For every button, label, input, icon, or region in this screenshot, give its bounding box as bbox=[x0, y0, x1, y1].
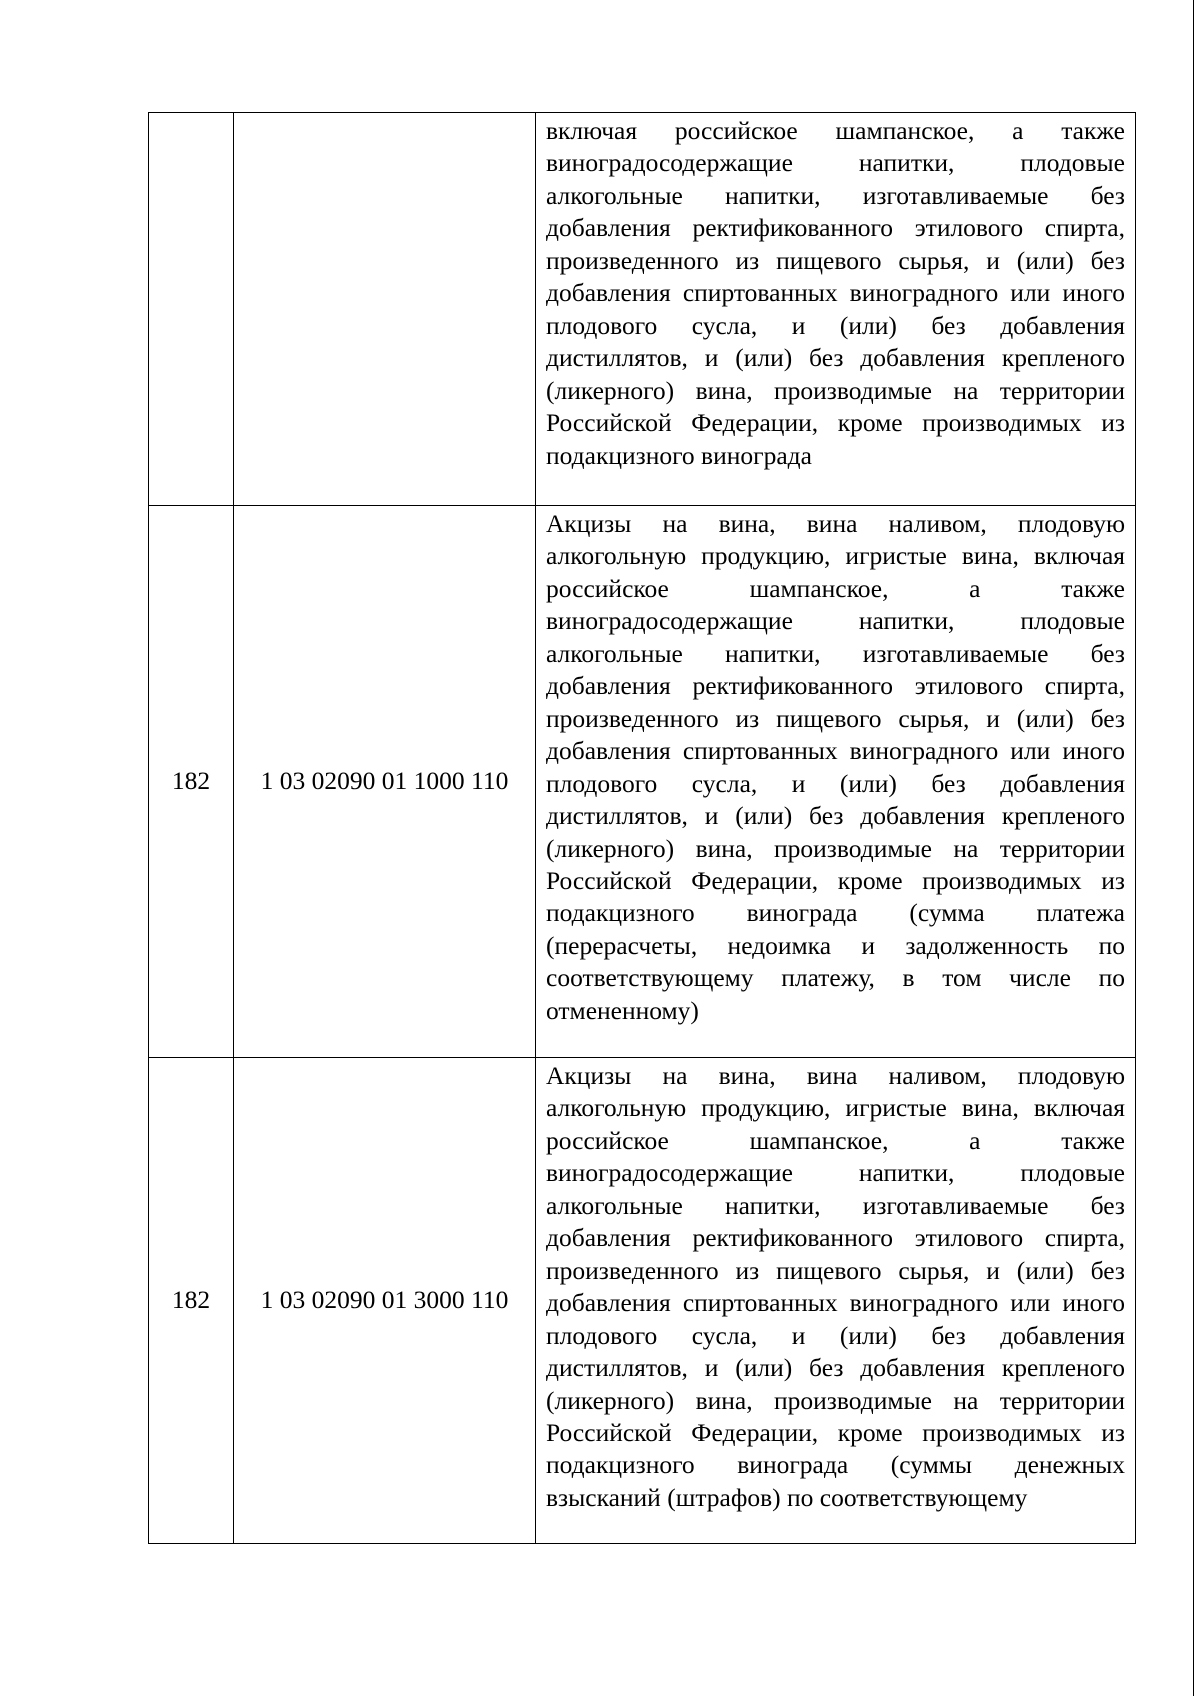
admin-code-cell bbox=[149, 113, 234, 506]
table-row bbox=[149, 113, 1136, 506]
description-clip bbox=[536, 1058, 1135, 1541]
kbk-code-cell: 1 03 02090 01 3000 110 bbox=[234, 1058, 536, 1544]
admin-code-cell: 182 bbox=[149, 506, 234, 1058]
page-edge-line bbox=[1193, 0, 1194, 1696]
kbk-code-cell: 1 03 02090 01 1000 110 bbox=[234, 506, 536, 1058]
kbk-code-cell bbox=[234, 113, 536, 506]
description-text: включая российское шампанское, а также виноградосодержащие напитки, плодовые алкогольные напитки, изготавливаемые без добавления ректификованного этилового спирта, произведенного из пищевого сырья, и (или) без добавления спиртованных виноградного или иного плодового сусла, и (или) без добавления дистиллятов, и (или) без добавления крепленого (ликерного) вина, производимые на территории Российской Федерации, кроме производимых из подакцизного винограда bbox=[546, 116, 1125, 470]
description-cell bbox=[536, 506, 1136, 1058]
description-text: Акцизы на вина, вина наливом, плодовую алкогольную продукцию, игристые вина, включая российское шампанское, а также виноградосодержащие напитки, плодовые алкогольные напитки, изготавливаемые без добавления ректификованного этилового спирта, произведенного из пищевого сырья, и (или) без добавления спиртованных виноградного или иного плодового сусла, и (или) без добавления дистиллятов, и (или) без добавления крепленого (ликерного) вина, производимые на территории Российской Федерации, кроме производимых из подакцизного винограда (сумма платежа (перерасчеты, недоимка и задолженность по соответствующему платежу, в том числе по отмененному) bbox=[546, 509, 1125, 1025]
table-row bbox=[149, 506, 1136, 1058]
table-row bbox=[149, 1058, 1136, 1544]
admin-code-cell: 182 bbox=[149, 1058, 234, 1544]
description-cell bbox=[536, 1058, 1136, 1544]
budget-codes-table bbox=[148, 112, 1136, 1544]
description-cell bbox=[536, 113, 1136, 506]
description-text: Акцизы на вина, вина наливом, плодовую алкогольную продукцию, игристые вина, включая российское шампанское, а также виноградосодержащие напитки, плодовые алкогольные напитки, изготавливаемые без добавления ректификованного этилового спирта, произведенного из пищевого сырья, и (или) без добавления спиртованных виноградного или иного плодового сусла, и (или) без добавления дистиллятов, и (или) без добавления крепленого (ликерного) вина, производимые на территории Российской Федерации, кроме производимых из подакцизного винограда (суммы денежных взысканий (штрафов) по соответствующему bbox=[546, 1061, 1125, 1512]
